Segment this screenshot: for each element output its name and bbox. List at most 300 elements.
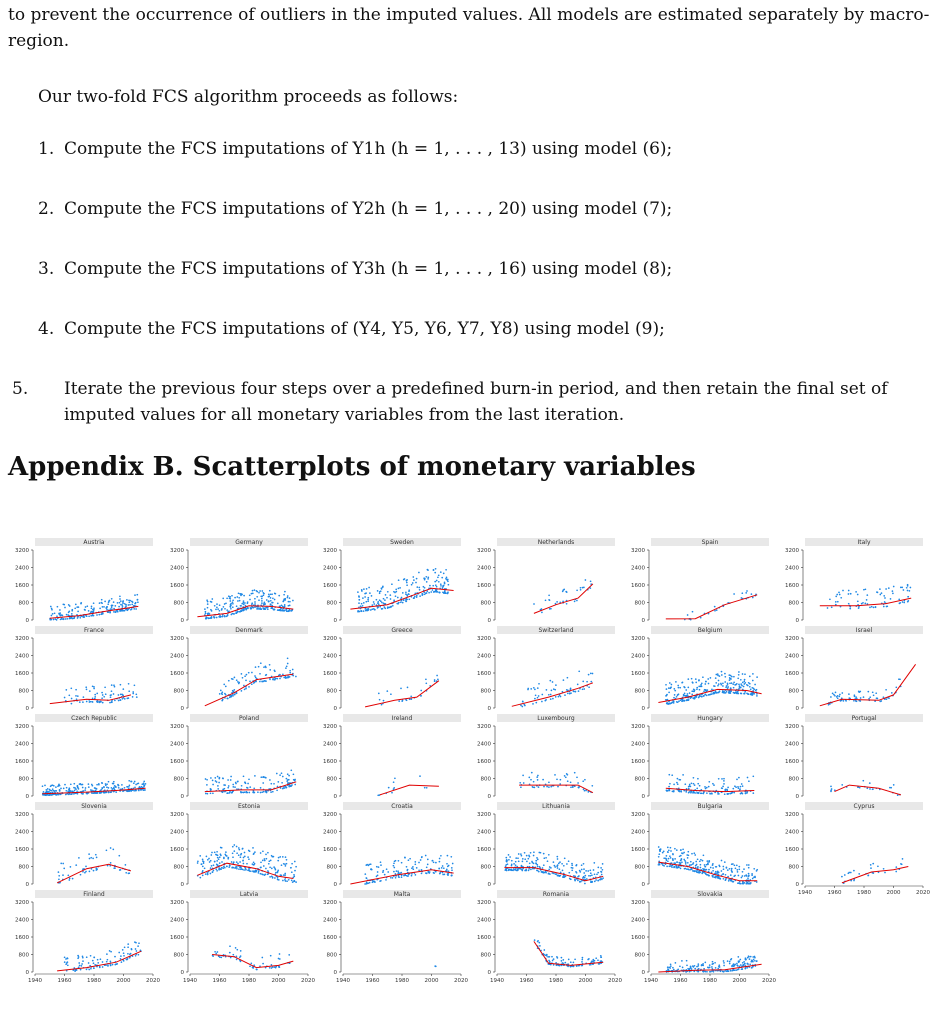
data-point — [106, 606, 108, 608]
data-point — [216, 854, 218, 856]
y-tick-label: 800 — [326, 776, 337, 783]
data-point — [294, 880, 296, 882]
data-point — [683, 859, 685, 861]
data-point — [694, 689, 696, 691]
y-tick-label: 800 — [18, 864, 29, 871]
data-point — [736, 692, 738, 694]
data-point — [707, 966, 709, 968]
data-point — [69, 617, 71, 619]
data-point — [600, 867, 602, 869]
data-point — [530, 869, 532, 871]
x-tick-label: 2000 — [886, 890, 901, 896]
data-point — [264, 860, 266, 862]
data-point — [579, 870, 581, 872]
data-point — [747, 963, 749, 965]
data-point — [43, 791, 45, 793]
x-tick-label: 2000 — [424, 978, 439, 984]
data-point — [733, 875, 735, 877]
y-tick-label: 3200 — [170, 900, 184, 906]
data-point — [400, 601, 402, 603]
data-point — [92, 960, 94, 962]
data-point — [666, 866, 668, 868]
data-point — [548, 873, 550, 875]
data-point — [569, 693, 571, 695]
y-tick-label: 1600 — [477, 583, 491, 589]
y-tick-label: 2400 — [170, 917, 184, 924]
data-point — [367, 600, 369, 602]
data-point — [52, 613, 54, 615]
data-point — [281, 772, 283, 774]
data-point — [848, 603, 850, 605]
data-point — [277, 786, 279, 788]
data-point — [382, 608, 384, 610]
panel-title: Switzerland — [538, 627, 574, 634]
data-point — [441, 577, 443, 579]
data-point — [418, 862, 420, 864]
data-point — [682, 967, 684, 969]
data-point — [92, 697, 94, 699]
data-point — [872, 863, 874, 865]
data-point — [438, 574, 440, 576]
data-point — [576, 965, 578, 967]
data-point — [750, 688, 752, 690]
data-point — [585, 579, 587, 581]
data-point — [543, 857, 545, 859]
data-point — [284, 863, 286, 865]
panel-slovenia — [15, 802, 153, 888]
data-point — [293, 874, 295, 876]
data-point — [248, 850, 250, 852]
data-point — [525, 868, 527, 870]
data-point — [557, 858, 559, 860]
data-point — [232, 786, 234, 788]
data-point — [588, 875, 590, 877]
data-point — [508, 854, 510, 856]
data-point — [730, 678, 732, 680]
data-point — [120, 694, 122, 696]
data-point — [738, 671, 740, 673]
y-tick-label: 1600 — [785, 583, 799, 589]
data-point — [52, 788, 54, 790]
y-tick-label: 800 — [18, 776, 29, 783]
data-point — [694, 784, 696, 786]
data-point — [537, 941, 539, 943]
data-point — [554, 774, 556, 776]
data-point — [65, 618, 67, 620]
panel-greece — [323, 626, 461, 712]
data-point — [387, 871, 389, 873]
data-point — [269, 876, 271, 878]
data-point — [725, 874, 727, 876]
data-point — [529, 862, 531, 864]
data-point — [275, 869, 277, 871]
data-point — [106, 953, 108, 955]
data-point — [532, 786, 534, 788]
data-point — [224, 867, 226, 869]
data-point — [71, 698, 73, 700]
data-point — [361, 603, 363, 605]
data-point — [387, 606, 389, 608]
y-tick-label: 0 — [487, 706, 491, 712]
data-point — [113, 781, 115, 783]
data-point — [535, 860, 537, 862]
data-point — [135, 608, 137, 610]
data-point — [390, 877, 392, 879]
data-point — [241, 791, 243, 793]
data-point — [508, 859, 510, 861]
data-point — [261, 598, 263, 600]
data-point — [668, 849, 670, 851]
data-point — [243, 600, 245, 602]
data-point — [237, 863, 239, 865]
data-point — [270, 603, 272, 605]
panel-title: Denmark — [235, 627, 263, 634]
data-point — [66, 787, 68, 789]
y-tick-label: 3200 — [323, 900, 337, 906]
data-point — [434, 581, 436, 583]
data-point — [371, 608, 373, 610]
data-point — [295, 881, 297, 883]
data-point — [111, 684, 113, 686]
data-point — [285, 676, 287, 678]
data-point — [247, 602, 249, 604]
data-point — [729, 692, 731, 694]
data-point — [55, 790, 57, 792]
data-point — [578, 875, 580, 877]
data-point — [241, 593, 243, 595]
data-point — [271, 868, 273, 870]
data-point — [530, 688, 532, 690]
data-point — [890, 787, 892, 789]
data-point — [67, 958, 69, 960]
data-point — [899, 602, 901, 604]
data-point — [708, 683, 710, 685]
data-point — [697, 871, 699, 873]
data-point — [692, 691, 694, 693]
appendix-heading: Appendix B. Scatterplots of monetary variables — [8, 452, 696, 482]
data-point — [438, 581, 440, 583]
data-point — [112, 849, 114, 851]
data-point — [74, 970, 76, 972]
data-point — [448, 584, 450, 586]
data-point — [714, 610, 716, 612]
data-point — [232, 606, 234, 608]
data-point — [217, 608, 219, 610]
data-point — [233, 689, 235, 691]
data-point — [204, 608, 206, 610]
data-point — [137, 945, 139, 947]
data-point — [249, 594, 251, 596]
data-point — [909, 590, 911, 592]
data-point — [282, 674, 284, 676]
data-point — [63, 788, 65, 790]
data-point — [365, 864, 367, 866]
data-point — [562, 959, 564, 961]
data-point — [65, 689, 67, 691]
data-point — [369, 592, 371, 594]
data-point — [398, 860, 400, 862]
data-point — [435, 589, 437, 591]
data-point — [265, 607, 267, 609]
data-point — [426, 581, 428, 583]
data-point — [529, 856, 531, 858]
data-point — [251, 606, 253, 608]
data-point — [553, 688, 555, 690]
data-point — [48, 791, 50, 793]
data-point — [849, 608, 851, 610]
data-point — [869, 782, 871, 784]
data-point — [282, 601, 284, 603]
data-point — [584, 875, 586, 877]
data-point — [270, 955, 272, 957]
data-point — [579, 881, 581, 883]
data-point — [711, 688, 713, 690]
data-point — [216, 860, 218, 862]
data-point — [276, 789, 278, 791]
data-point — [433, 569, 435, 571]
data-point — [136, 594, 138, 596]
data-point — [251, 672, 253, 674]
data-point — [729, 690, 731, 692]
data-point — [393, 862, 395, 864]
data-point — [247, 783, 249, 785]
data-point — [100, 958, 102, 960]
data-point — [570, 786, 572, 788]
data-point — [528, 870, 530, 872]
data-point — [753, 868, 755, 870]
data-point — [667, 851, 669, 853]
step-4-text: Compute the FCS imputations of (Y4, Y5, Y6, Y7, Y8) using model (9); — [64, 319, 665, 339]
data-point — [101, 602, 103, 604]
data-point — [221, 700, 223, 702]
data-point — [58, 871, 60, 873]
data-point — [259, 673, 261, 675]
data-point — [748, 864, 750, 866]
data-point — [254, 603, 256, 605]
data-point — [444, 581, 446, 583]
data-point — [862, 780, 864, 782]
data-point — [215, 953, 217, 955]
data-point — [700, 684, 702, 686]
data-point — [440, 571, 442, 573]
data-point — [93, 962, 95, 964]
data-point — [267, 870, 269, 872]
data-point — [733, 687, 735, 689]
data-point — [254, 851, 256, 853]
data-point — [255, 666, 257, 668]
y-tick-label: 800 — [18, 688, 29, 695]
data-point — [557, 867, 559, 869]
data-point — [395, 860, 397, 862]
data-point — [241, 690, 243, 692]
data-point — [199, 877, 201, 879]
data-point — [204, 867, 206, 869]
data-point — [366, 588, 368, 590]
data-point — [548, 786, 550, 788]
y-tick-label: 2400 — [323, 565, 337, 572]
data-point — [869, 696, 871, 698]
data-point — [100, 792, 102, 794]
data-point — [673, 862, 675, 864]
data-point — [80, 874, 82, 876]
data-point — [89, 965, 91, 967]
data-point — [672, 853, 674, 855]
data-point — [127, 953, 129, 955]
data-point — [428, 592, 430, 594]
data-point — [232, 846, 234, 848]
data-point — [254, 871, 256, 873]
data-point — [752, 878, 754, 880]
data-point — [82, 787, 84, 789]
step-2-text: Compute the FCS imputations of Y2h (h = 1, . . . , 20) using model (7); — [64, 199, 673, 219]
data-point — [682, 681, 684, 683]
data-point — [562, 870, 564, 872]
data-point — [543, 864, 545, 866]
data-point — [81, 965, 83, 967]
data-point — [261, 791, 263, 793]
y-tick-label: 0 — [333, 706, 337, 712]
data-point — [704, 864, 706, 866]
data-point — [590, 872, 592, 874]
data-point — [707, 863, 709, 865]
data-point — [705, 788, 707, 790]
data-point — [663, 857, 665, 859]
data-point — [378, 866, 380, 868]
data-point — [274, 966, 276, 968]
y-tick-label: 0 — [25, 706, 29, 712]
x-tick-label: 1980 — [395, 978, 409, 984]
data-point — [254, 589, 256, 591]
data-point — [676, 696, 678, 698]
data-point — [379, 592, 381, 594]
data-point — [839, 594, 841, 596]
data-point — [110, 961, 112, 963]
data-point — [595, 957, 597, 959]
data-point — [424, 593, 426, 595]
data-point — [56, 615, 58, 617]
data-point — [104, 686, 106, 688]
step-3-text: Compute the FCS imputations of Y3h (h = 1, . . . , 16) using model (8); — [64, 259, 673, 279]
data-point — [253, 787, 255, 789]
data-point — [67, 618, 69, 620]
data-point — [741, 877, 743, 879]
data-point — [676, 701, 678, 703]
data-point — [49, 789, 51, 791]
data-point — [255, 677, 257, 679]
data-point — [260, 861, 262, 863]
data-point — [662, 864, 664, 866]
y-tick-label: 800 — [326, 952, 337, 959]
data-point — [673, 697, 675, 699]
data-point — [397, 870, 399, 872]
y-tick-label: 1600 — [15, 671, 29, 677]
data-point — [211, 865, 213, 867]
data-point — [883, 868, 885, 870]
data-point — [370, 868, 372, 870]
data-point — [120, 955, 122, 957]
data-point — [243, 775, 245, 777]
data-point — [680, 699, 682, 701]
data-point — [253, 861, 255, 863]
data-point — [51, 608, 53, 610]
data-point — [738, 684, 740, 686]
scatterplot-grid — [0, 530, 948, 1022]
data-point — [871, 606, 873, 608]
data-point — [679, 779, 681, 781]
data-point — [101, 782, 103, 784]
data-point — [73, 787, 75, 789]
data-point — [79, 701, 81, 703]
data-point — [91, 792, 93, 794]
data-point — [561, 863, 563, 865]
data-point — [699, 785, 701, 787]
data-point — [82, 957, 84, 959]
data-point — [268, 863, 270, 865]
data-point — [51, 794, 53, 796]
data-point — [118, 606, 120, 608]
data-point — [229, 864, 231, 866]
data-point — [365, 592, 367, 594]
data-point — [112, 964, 114, 966]
data-point — [93, 967, 95, 969]
data-point — [116, 610, 118, 612]
y-tick-label: 2400 — [631, 917, 645, 924]
data-point — [686, 960, 688, 962]
data-point — [366, 877, 368, 879]
data-point — [78, 606, 80, 608]
data-point — [739, 959, 741, 961]
data-point — [731, 869, 733, 871]
data-point — [237, 781, 239, 783]
data-point — [520, 786, 522, 788]
data-point — [708, 786, 710, 788]
data-point — [215, 868, 217, 870]
y-tick-label: 2400 — [170, 565, 184, 572]
smooth-line — [57, 864, 131, 883]
data-point — [255, 681, 257, 683]
data-point — [521, 706, 523, 708]
data-point — [216, 603, 218, 605]
data-point — [550, 694, 552, 696]
data-point — [722, 786, 724, 788]
data-point — [573, 875, 575, 877]
data-point — [282, 880, 284, 882]
data-point — [68, 879, 70, 881]
data-point — [403, 875, 405, 877]
data-point — [690, 864, 692, 866]
data-point — [274, 877, 276, 879]
data-point — [427, 577, 429, 579]
data-point — [256, 969, 258, 971]
data-point — [833, 694, 835, 696]
data-point — [99, 967, 101, 969]
data-point — [542, 871, 544, 873]
data-point — [559, 861, 561, 863]
data-point — [562, 962, 564, 964]
data-point — [452, 863, 454, 865]
data-point — [210, 788, 212, 790]
data-point — [435, 568, 437, 570]
data-point — [143, 789, 145, 791]
data-point — [570, 878, 572, 880]
data-point — [372, 881, 374, 883]
data-point — [82, 701, 84, 703]
data-point — [80, 969, 82, 971]
data-point — [432, 589, 434, 591]
data-point — [577, 880, 579, 882]
data-point — [718, 683, 720, 685]
data-point — [273, 866, 275, 868]
